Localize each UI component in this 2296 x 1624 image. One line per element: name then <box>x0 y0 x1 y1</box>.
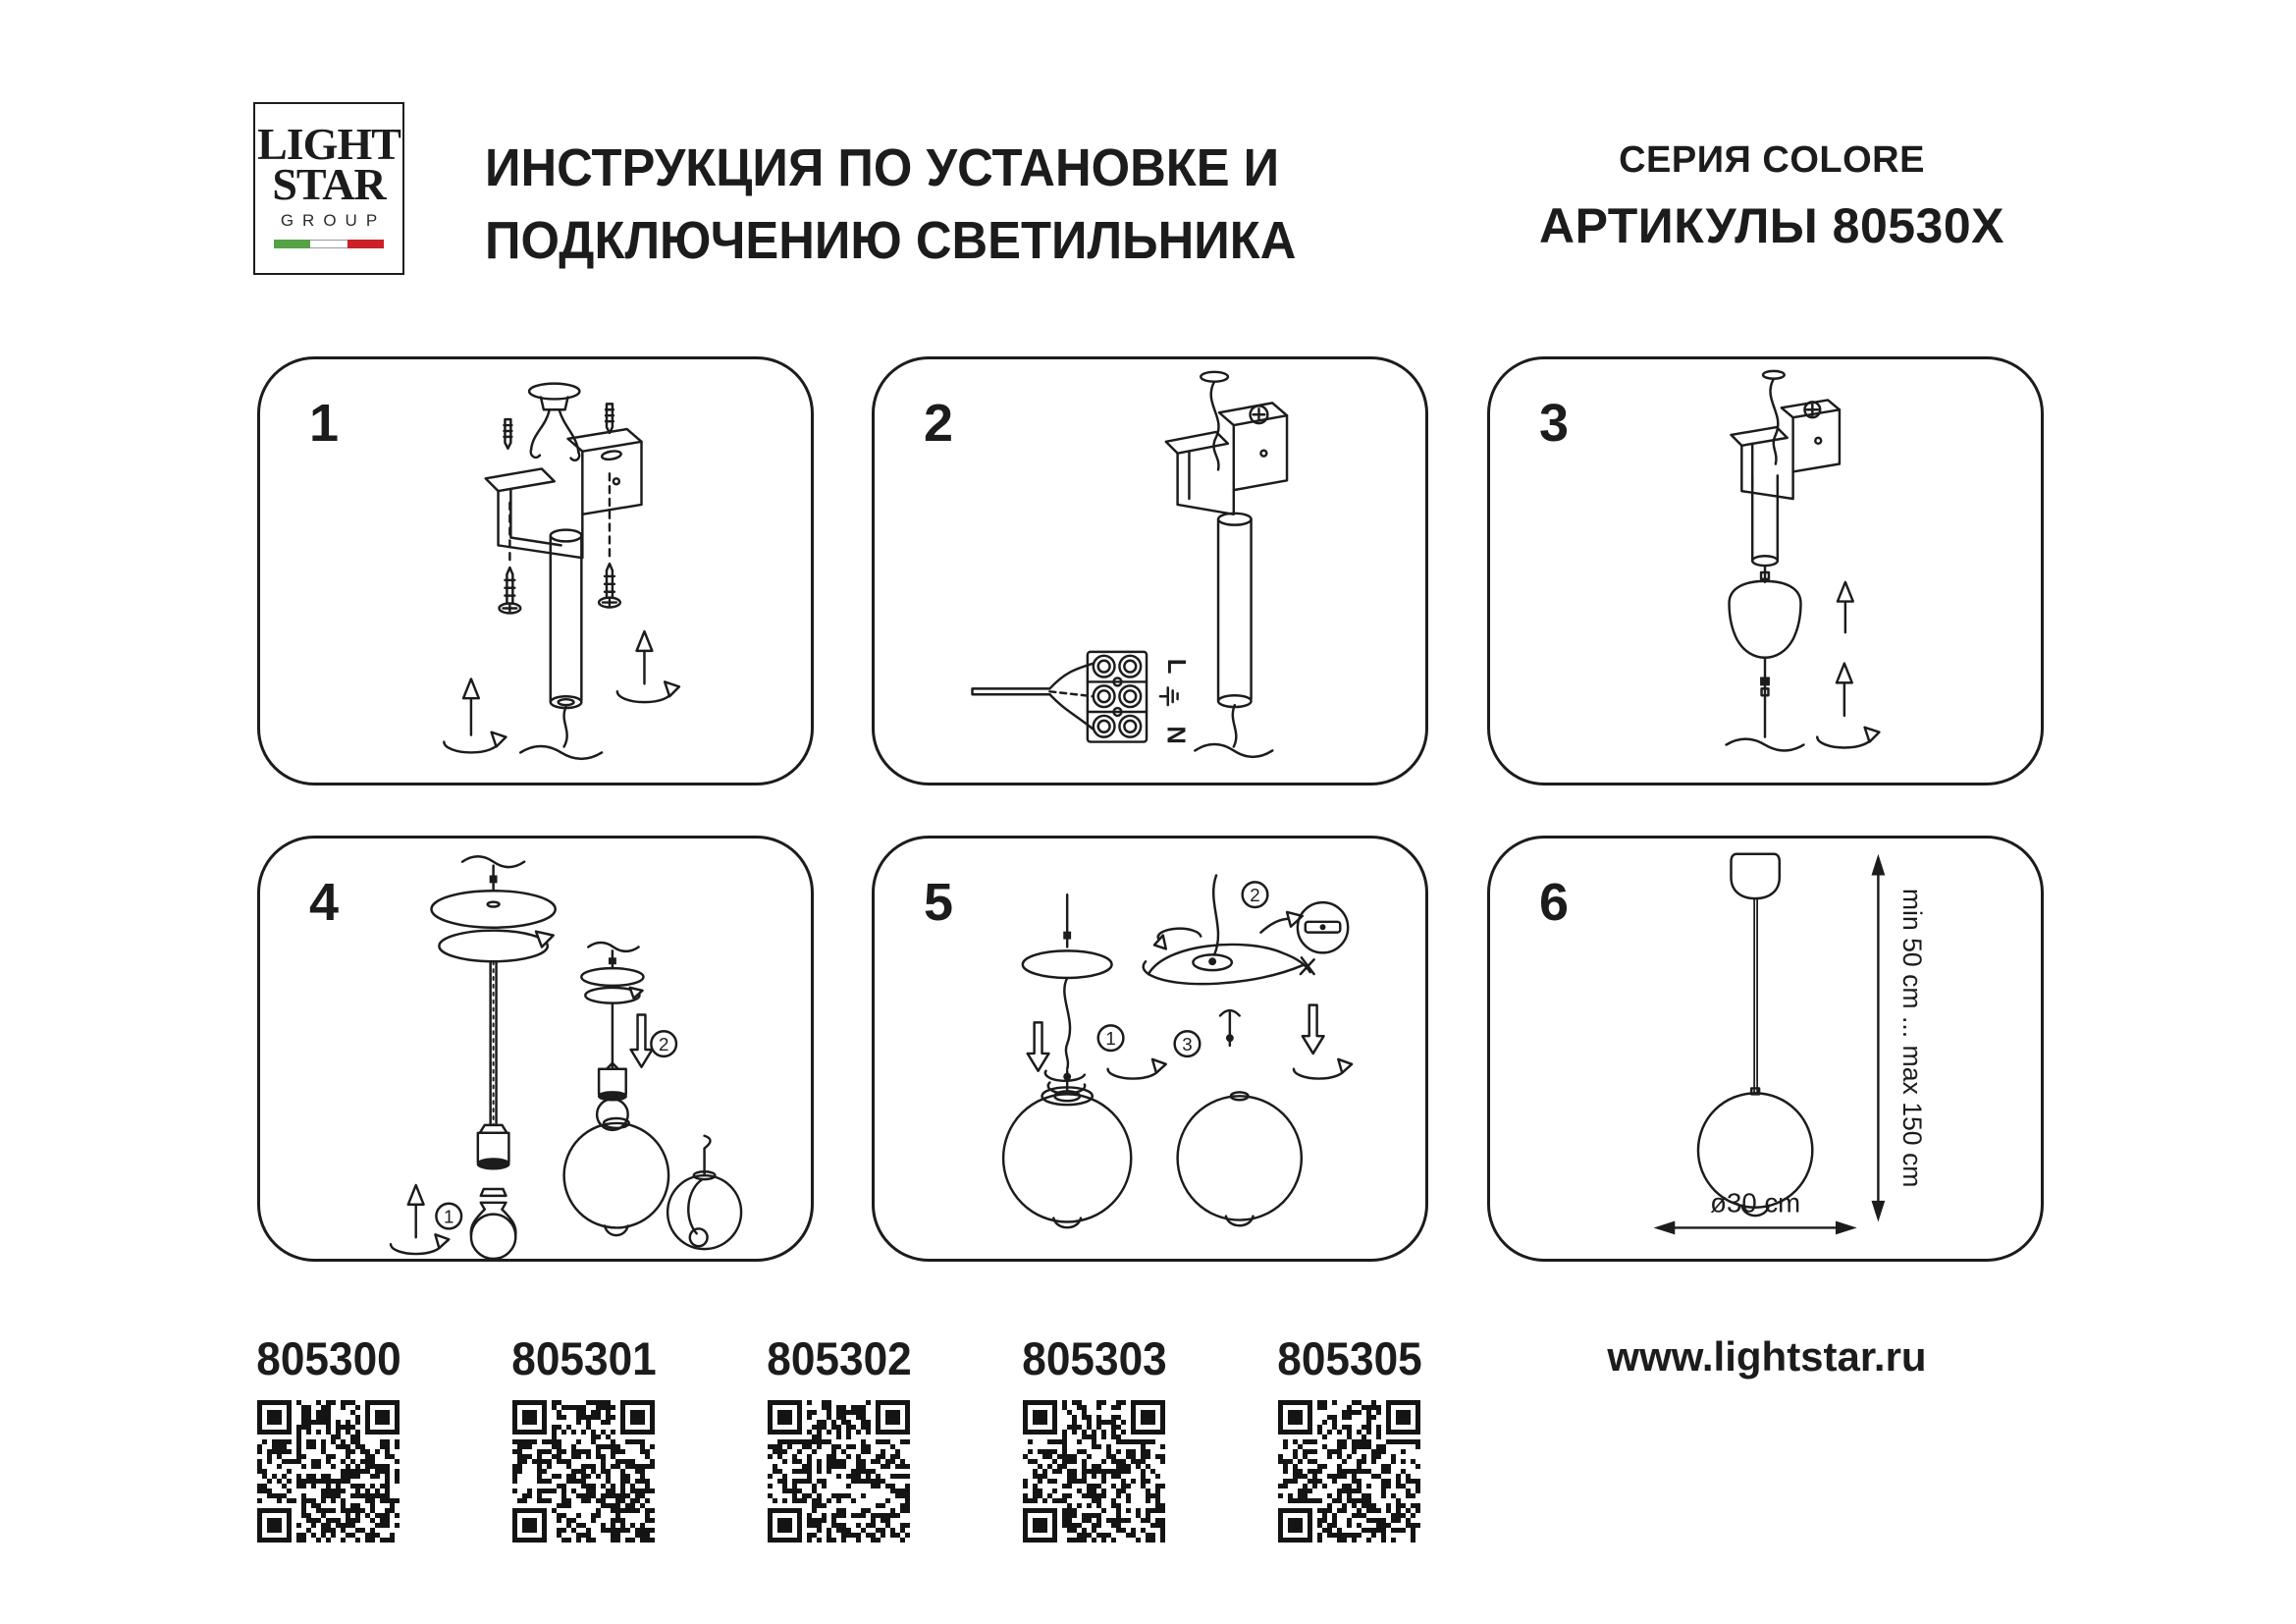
article-number-805305: 805305 <box>1277 1332 1422 1384</box>
series-block <box>1526 139 2017 254</box>
qr-code <box>1278 1400 1420 1543</box>
logo-word-light: LIGHT <box>257 119 400 169</box>
callout-1: 1 <box>444 1206 454 1227</box>
height-range-label: min 50 cm ... max 150 cm <box>1897 888 1928 1188</box>
article-number-805302: 805302 <box>767 1332 912 1384</box>
page-title <box>485 132 1296 277</box>
callout-2: 2 <box>1250 885 1260 906</box>
flag-white-stripe <box>310 240 347 248</box>
qr-code <box>1023 1400 1165 1543</box>
qr-code <box>257 1400 400 1543</box>
step-panel-5 <box>872 836 1428 1262</box>
step-1-bracket-mounting-diagram <box>260 359 811 783</box>
website-url: www.lightstar.ru <box>1607 1333 1927 1380</box>
step-number-5: 5 <box>924 873 954 932</box>
italy-flag-icon <box>274 240 384 248</box>
callout-2: 2 <box>658 1033 669 1055</box>
flag-green-stripe <box>274 240 310 248</box>
logo-word-star: STAR <box>272 159 386 209</box>
callout-3: 3 <box>1182 1033 1193 1055</box>
terminal-label-neutral: N <box>1161 726 1190 744</box>
articles-label: АРТИКУЛЫ 80530X <box>1538 198 2005 253</box>
step-panel-6 <box>1487 836 2044 1262</box>
step-3-canopy-diagram <box>1490 359 2041 783</box>
step-panel-4 <box>257 836 814 1262</box>
terminal-label-line: L <box>1161 658 1190 675</box>
step-panel-2 <box>872 356 1428 785</box>
article-number-805303: 805303 <box>1022 1332 1167 1384</box>
article-number-805300: 805300 <box>256 1332 401 1384</box>
step-number-3: 3 <box>1539 394 1570 453</box>
callout-1: 1 <box>1105 1028 1116 1050</box>
step-number-1: 1 <box>309 394 340 453</box>
series-label: СЕРИЯ COLORE <box>1619 139 1925 181</box>
step-panel-3 <box>1487 356 2044 785</box>
flag-red-stripe <box>347 240 384 248</box>
step-6-dimensions-diagram <box>1490 839 2041 1259</box>
step-number-6: 6 <box>1539 873 1570 932</box>
step-number-4: 4 <box>309 873 340 932</box>
step-panel-1 <box>257 356 814 785</box>
page-title-line2: ПОДКЛЮЧЕНИЮ СВЕТИЛЬНИКА <box>485 211 1297 270</box>
step-4-bulb-installation-diagram <box>260 839 811 1259</box>
lightstar-logo <box>253 102 404 275</box>
qr-code <box>768 1400 910 1543</box>
article-number-805301: 805301 <box>511 1332 657 1384</box>
logo-word-group: GROUP <box>280 211 387 230</box>
step-5-shade-installation-diagram <box>875 839 1425 1259</box>
step-number-2: 2 <box>924 394 954 453</box>
diameter-label: ø30 cm <box>1710 1187 1801 1218</box>
page-title-line1: ИНСТРУКЦИЯ ПО УСТАНОВКЕ И <box>485 138 1280 197</box>
qr-code <box>512 1400 655 1543</box>
step-2-wiring-diagram <box>875 359 1425 783</box>
